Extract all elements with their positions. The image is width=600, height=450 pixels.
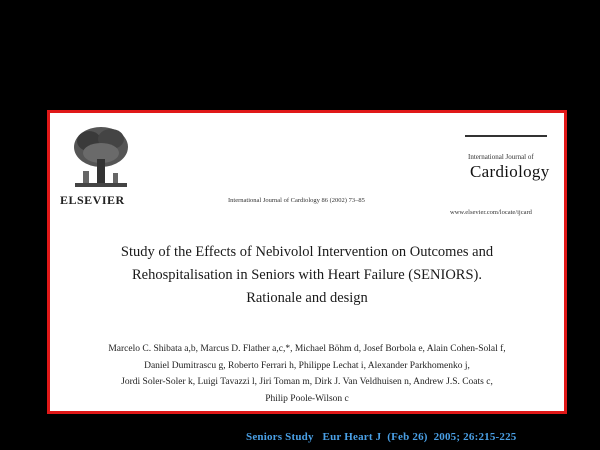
journal-name: Cardiology	[470, 162, 550, 181]
author-line: Philip Poole-Wilson c	[265, 393, 349, 404]
publisher-name: ELSEVIER	[60, 193, 125, 207]
title-line: Rationale and design	[246, 290, 368, 306]
author-line: Daniel Dumitrascu g, Roberto Ferrari h, Philippe Lechat i, Alexander Parkhomenko j,	[144, 360, 470, 371]
journal-rule	[465, 135, 547, 137]
elsevier-tree-logo	[62, 123, 140, 191]
article-title	[62, 241, 552, 310]
tree-icon	[69, 123, 133, 191]
author-line: Marcelo C. Shibata a,b, Marcus D. Flather a,c,*, Michael Böhm d, Josef Borbola e, Alain Cohen-Solal f,	[108, 344, 506, 354]
author-line: Jordi Soler-Soler k, Luigi Tavazzi l, Jiri Toman m, Dirk J. Van Veldhuisen n, Andrew J.S. Coats c,	[121, 377, 493, 387]
slide-caption: Seniors Study Eur Heart J (Feb 26) 2005; 26:215-225	[246, 431, 517, 443]
journal-url: www.elsevier.com/locate/ijcard	[450, 209, 532, 216]
journal-citation: International Journal of Cardiology 86 (2002) 73–85	[228, 197, 365, 204]
article-screenshot-frame	[47, 110, 567, 414]
title-line: Rehospitalisation in Seniors with Heart Failure (SENIORS).	[132, 267, 482, 283]
author-list	[60, 341, 554, 407]
title-line: Study of the Effects of Nebivolol Intervention on Outcomes and	[120, 244, 494, 260]
journal-subtitle: International Journal of	[468, 153, 534, 161]
